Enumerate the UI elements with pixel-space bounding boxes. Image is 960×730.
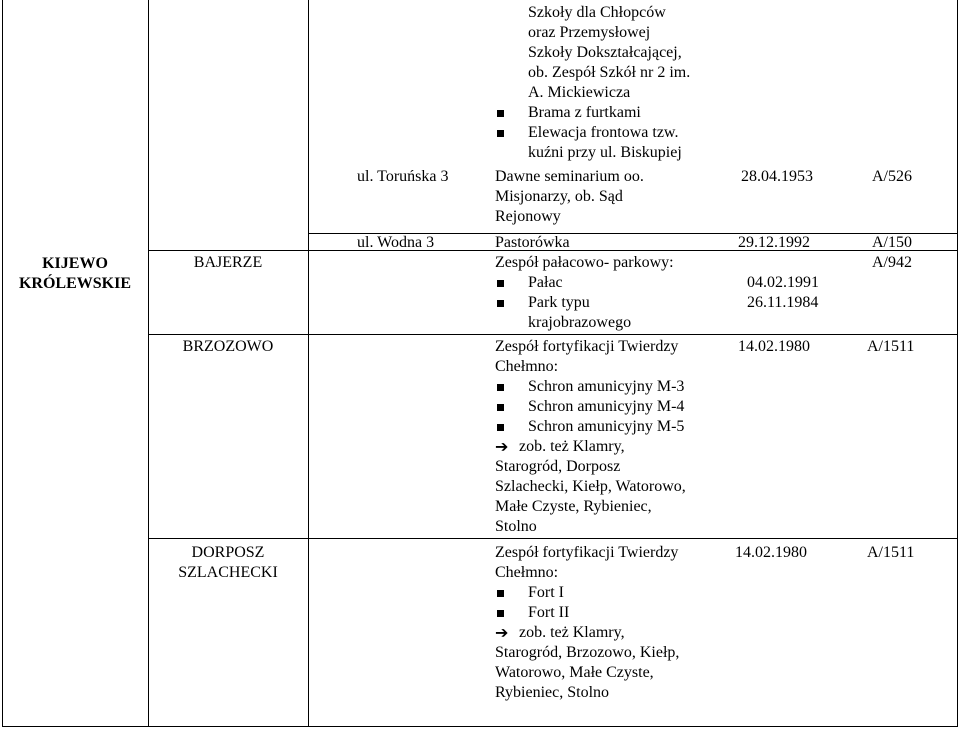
continued-name-line: Szkoły dla Chłopców (528, 4, 666, 21)
registry-number: A/1511 (867, 544, 915, 561)
registration-date: 29.12.1992 (738, 234, 810, 251)
place-name: BRZOZOWO (182, 338, 274, 355)
place-name-line: DORPOSZ (191, 544, 265, 561)
registration-date: 14.02.1980 (738, 338, 810, 355)
gmina-name-line-1: KIJEWO (42, 255, 108, 272)
see-also-line: Szlachecki, Kiełp, Watorowo, (495, 478, 686, 495)
monument-name-line: Zespół fortyfikacji Twierdzy (495, 338, 679, 355)
bullet-square-icon (497, 590, 504, 597)
see-also-line: Starogród, Dorposz (495, 458, 621, 475)
list-item-continuation: krajobrazowego (528, 314, 632, 331)
list-item-continuation: kuźni przy ul. Biskupiej (528, 144, 682, 161)
list-item: Schron amunicyjny M-4 (528, 398, 685, 415)
registration-date: 04.02.1991 (747, 274, 819, 291)
bullet-square-icon (497, 384, 504, 391)
monument-name-line: Zespół fortyfikacji Twierdzy (495, 544, 679, 561)
monument-name-line: Dawne seminarium oo. (495, 168, 644, 185)
registry-number: A/1511 (867, 338, 915, 355)
bullet-square-icon (497, 110, 504, 117)
registration-date: 26.11.1984 (747, 294, 819, 311)
monument-name-line: Misjonarzy, ob. Sąd (495, 188, 623, 205)
monument-name: Pastorówka (495, 234, 570, 251)
see-also-line: zob. też Klamry, (519, 624, 625, 641)
see-also-line: Stolno (495, 518, 537, 535)
see-also-line: zob. też Klamry, (519, 438, 625, 455)
continued-name-line: A. Mickiewicza (528, 84, 631, 101)
monument-name: Zespół pałacowo- parkowy: (495, 254, 674, 271)
continued-name-line: oraz Przemysłowej (528, 24, 651, 41)
see-also-line: Małe Czyste, Rybieniec, (495, 498, 652, 515)
bullet-square-icon (497, 280, 504, 287)
list-item: Schron amunicyjny M-5 (528, 418, 685, 435)
bullet-square-icon (497, 424, 504, 431)
list-item: Brama z furtkami (528, 104, 641, 121)
bullet-square-icon (497, 610, 504, 617)
bullet-square-icon (497, 130, 504, 137)
address: ul. Toruńska 3 (357, 168, 449, 185)
gmina-name-line-2: KRÓLEWSKIE (18, 275, 132, 292)
registry-number: A/942 (872, 254, 912, 271)
bullet-square-icon (497, 300, 504, 307)
registration-date: 14.02.1980 (735, 544, 807, 561)
see-also-line: Starogród, Brzozowo, Kiełp, (495, 644, 680, 661)
place-name: BAJERZE (193, 254, 263, 271)
registry-number: A/150 (872, 234, 912, 251)
bullet-square-icon (497, 404, 504, 411)
address: ul. Wodna 3 (357, 234, 435, 251)
monument-name-line: Chełmno: (495, 358, 559, 375)
registration-date: 28.04.1953 (741, 168, 813, 185)
registry-number: A/526 (872, 168, 912, 185)
continued-name-line: Szkoły Dokształcającej, (528, 44, 682, 61)
list-item: Elewacja frontowa tzw. (528, 124, 679, 141)
list-item: Schron amunicyjny M-3 (528, 378, 685, 395)
monument-name-line: Rejonowy (495, 208, 561, 225)
list-item: Fort I (528, 584, 564, 601)
list-item: Pałac (528, 274, 563, 291)
see-also-line: Watorowo, Małe Czyste, (495, 664, 654, 681)
list-item: Fort II (528, 604, 570, 621)
see-also-line: Rybieniec, Stolno (495, 684, 610, 701)
arrow-right-icon: ➔ (495, 437, 509, 456)
place-name-line: SZLACHECKI (178, 564, 278, 581)
monument-name-line: Chełmno: (495, 564, 559, 581)
arrow-right-icon: ➔ (495, 623, 509, 642)
list-item: Park typu (528, 294, 590, 311)
continued-name-line: ob. Zespół Szkół nr 2 im. (528, 64, 691, 81)
